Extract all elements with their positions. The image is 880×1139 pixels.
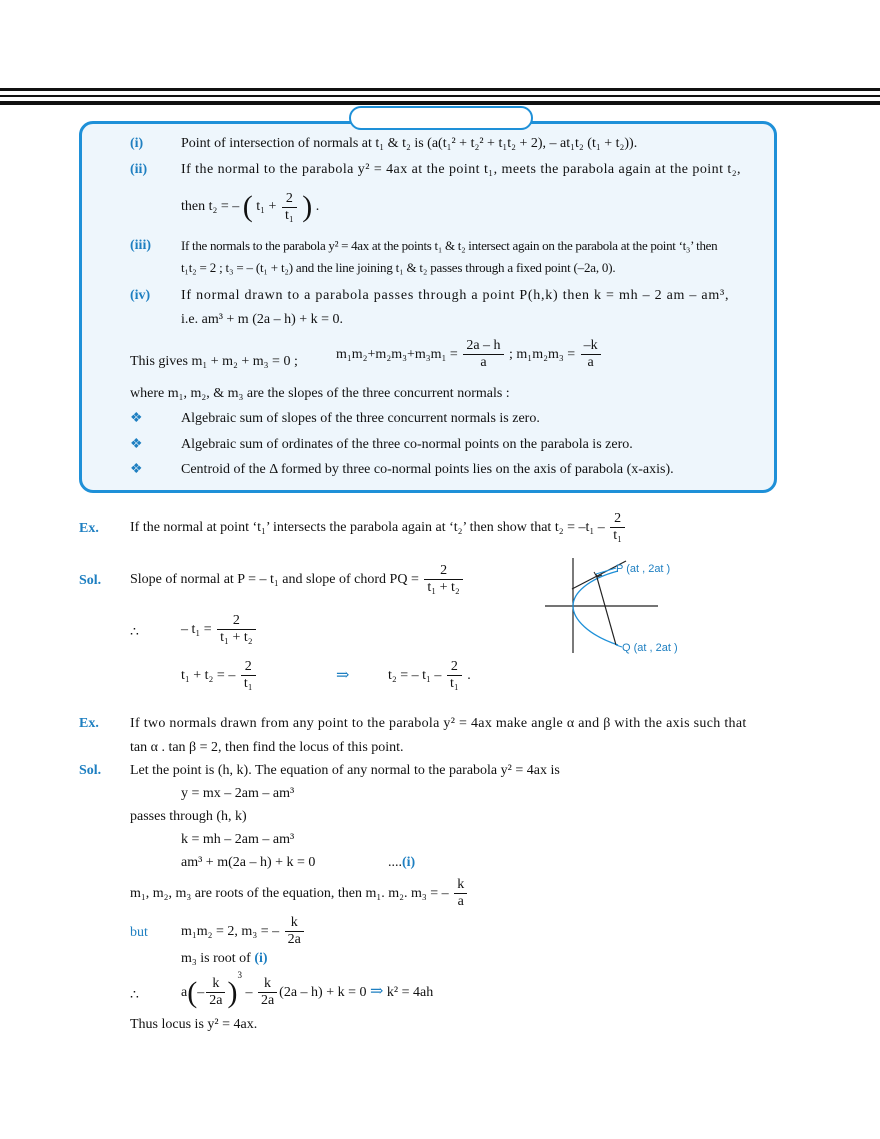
numerator: 2 — [241, 659, 256, 676]
gives-sep: ; m₁m₂m₃ = — [509, 347, 576, 362]
item-label: (iv) — [130, 288, 151, 303]
denominator: t₁ + t₂ — [427, 580, 460, 596]
parabola-figure — [540, 555, 710, 660]
solution-2-line1: Let the point is (h, k). The equation of any normal to the parabola y² = 4ax is — [130, 763, 560, 778]
tag-label: (i) — [254, 951, 268, 966]
gives-line — [130, 345, 298, 379]
therefore-symbol: ∴ — [130, 625, 139, 640]
fraction — [463, 338, 503, 371]
denominator: t₁ — [449, 676, 459, 692]
numerator: k — [206, 976, 225, 993]
item-ii-text: If the normal to the parabola y² = 4ax at the point t₁, meets the parabola again at the point t₂, — [181, 162, 742, 177]
fraction — [610, 511, 625, 544]
bullet-text: Centroid of the Δ formed by three co-normal points lies on the axis of parabola (x-axis). — [181, 462, 674, 477]
line9-rest: (2a – h) + k = 0 — [279, 985, 367, 1000]
fraction — [285, 915, 304, 948]
left-paren: ( — [242, 190, 253, 223]
equation-tag — [388, 854, 415, 872]
denominator: a — [480, 355, 487, 371]
numerator: –k — [581, 338, 601, 355]
fraction — [581, 338, 601, 371]
line-end: . — [467, 668, 471, 683]
fraction — [424, 563, 462, 596]
but-label: but — [130, 925, 148, 940]
denominator: t₁ + t₂ — [220, 630, 253, 646]
item-iv-line2: i.e. am³ + m (2a – h) + k = 0. — [181, 312, 344, 327]
item-ii-formula — [181, 187, 319, 227]
bullet-icon: ❖ — [130, 462, 143, 477]
header-rules — [0, 88, 880, 105]
solution-1-l2: – t₁ = — [181, 622, 212, 637]
left-paren: ( — [187, 975, 198, 1009]
numerator: 2 — [424, 563, 462, 580]
example-2-line2: tan α . tan β = 2, then find the locus of this point. — [130, 740, 404, 755]
example-label: Ex. — [79, 521, 99, 536]
example-1-statement: If the normal at point ‘t₁’ intersects the parabola again at ‘t₂’ then show that t₂ = –t₁ – — [130, 520, 605, 535]
bullet-icon: ❖ — [130, 437, 143, 452]
denominator: t₁ — [284, 207, 294, 223]
solution-2-l7: m₁m₂ = 2, m₃ = – — [181, 924, 280, 939]
numerator: k — [258, 976, 277, 993]
coef-a: a — [181, 985, 188, 1000]
numerator: 2 — [217, 613, 255, 630]
fraction — [206, 976, 225, 1009]
gives-prefix: This gives m₁ + m₂ + m₃ = 0 ; — [130, 354, 298, 369]
example-label: Ex. — [79, 716, 99, 731]
denominator: a — [587, 355, 594, 371]
item-i-text: Point of intersection of normals at t₁ & t₂ is (a(t₁² + t₂² + t₁t₂ + 2), – at₁t₂ (t₁ + t₂)). — [181, 136, 638, 151]
solution-1-line3b — [388, 658, 471, 694]
bullet-text: Algebraic sum of slopes of the three concurrent normals is zero. — [181, 411, 540, 426]
item-iii-line2: t₁t₂ = 2 ; t₃ = – (t₁ + t₂) and the line joining t₁ & t₂ passes through a fixed point (–2a, 0). — [181, 260, 616, 275]
solution-1-l3: t₁ + t₂ = – — [181, 668, 236, 683]
conclusion: Thus locus is y² = 4ax. — [130, 1017, 258, 1032]
solution-2-line3: passes through (h, k) — [130, 809, 247, 824]
tag-dots: .... — [388, 855, 402, 870]
numerator: k — [285, 915, 304, 932]
item-label: (ii) — [130, 162, 148, 177]
solution-2-line7 — [181, 914, 306, 950]
denominator: a — [457, 894, 464, 910]
fraction — [282, 191, 297, 224]
fraction — [447, 659, 462, 692]
numerator: k — [454, 877, 467, 894]
right-paren: ) — [302, 190, 313, 223]
solution-2-l8: m₃ is root of — [181, 951, 251, 966]
solution-2-l6: m₁, m₂, m₃ are roots of the equation, then m₁. m₂. m₃ = – — [130, 886, 449, 901]
item-label: (i) — [130, 136, 144, 151]
denominator: 2a — [209, 993, 223, 1009]
denominator: t₁ — [243, 676, 253, 692]
right-paren: ) — [227, 975, 238, 1009]
solution-2-line4: k = mh – 2am – am³ — [181, 832, 295, 847]
solution-2-line8 — [181, 950, 268, 968]
numerator: 2a – h — [463, 338, 503, 355]
denominator: 2a — [260, 993, 275, 1009]
fraction — [217, 613, 255, 646]
gives-mid: m₁m₂+m₂m₃+m₃m₁ = — [336, 347, 458, 362]
line9-result: k² = 4ah — [386, 985, 434, 1000]
solution-2-line9: a(– $\frac{k}{2a}$ )$^3$ – $\frac{k}{2a}$ (2a – h) + k = 0 ⇒ k² = 4ah — [181, 970, 434, 1009]
summary-box-tab — [349, 106, 533, 130]
numerator: 2 — [610, 511, 625, 528]
gives-formula — [336, 338, 603, 372]
item-label: (iii) — [130, 238, 151, 253]
item-iv-line1: If normal drawn to a parabola passes through a point P(h,k) then k = mh – 2 am – am³, — [181, 288, 730, 303]
solution-2-line6 — [130, 876, 469, 912]
solution-1-l3b: t₂ = – t₁ – — [388, 668, 442, 683]
parabola-curve — [573, 571, 618, 645]
example-2-line1: If two normals drawn from any point to the parabola y² = 4ax make angle α and β with the axis such that — [130, 716, 747, 731]
item-iii-line1: If the normals to the parabola y² = 4ax at the points t₁ & t₂ intersect again on the parabola at the point ‘t₃’ then — [181, 238, 718, 253]
formula-inner: t₁ + — [256, 199, 277, 215]
example-1-text — [130, 510, 627, 546]
solution-1-text: Slope of normal at P = – t₁ and slope of chord PQ = — [130, 572, 419, 587]
fraction — [454, 877, 467, 910]
point-p-label: P (at , 2at ) — [616, 563, 671, 575]
implies-icon: ⇒ — [336, 667, 350, 684]
therefore-symbol: ∴ — [130, 988, 139, 1003]
tag-label: (i) — [402, 855, 416, 870]
where-line: where m₁, m₂, & m₃ are the slopes of the three concurrent normals : — [130, 386, 510, 401]
solution-1-line3 — [181, 658, 258, 694]
solution-1-line2 — [181, 612, 258, 648]
bullet-text: Algebraic sum of ordinates of the three co-normal points on the parabola is zero. — [181, 437, 633, 452]
formula-prefix: then t₂ = – — [181, 199, 240, 215]
fraction — [241, 659, 256, 692]
solution-2-line2: y = mx – 2am – am³ — [181, 786, 295, 801]
normal-line — [596, 574, 616, 645]
minus: – — [245, 985, 253, 1000]
exponent: 3 — [237, 970, 242, 980]
solution-label: Sol. — [79, 573, 102, 588]
bullet-icon: ❖ — [130, 411, 143, 426]
denominator: t₁ — [613, 528, 623, 544]
fraction — [258, 976, 277, 1009]
solution-label: Sol. — [79, 763, 102, 778]
item-i — [130, 135, 143, 153]
numerator: 2 — [282, 191, 297, 208]
formula-end: . — [315, 199, 320, 215]
solution-2-line5: am³ + m(2a – h) + k = 0 — [181, 855, 316, 870]
solution-1-line1 — [130, 562, 465, 598]
denominator: 2a — [287, 932, 301, 948]
point-q-label: Q (at , 2at ) — [622, 642, 678, 654]
implies-icon: ⇒ — [370, 983, 384, 1000]
numerator: 2 — [447, 659, 462, 676]
